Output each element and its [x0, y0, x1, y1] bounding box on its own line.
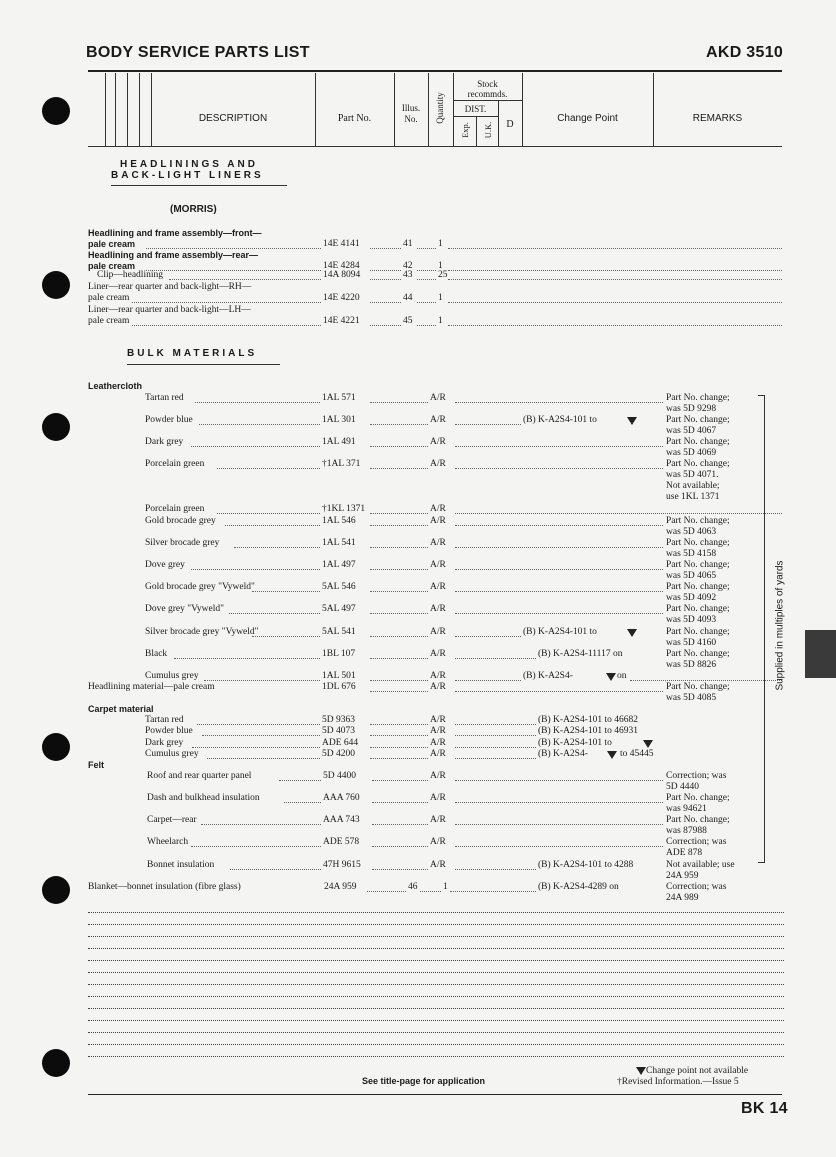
leader-dots	[417, 325, 436, 326]
header-rule	[88, 70, 782, 72]
page-title: BODY SERVICE PARTS LIST	[86, 44, 310, 61]
leader-dots	[455, 758, 536, 759]
change-point-2: to 45445	[620, 749, 654, 759]
leader-dots	[252, 636, 320, 637]
blank-line	[88, 984, 784, 985]
change-point-2: on	[617, 671, 627, 681]
change-point: (B) K-A2S4-	[523, 671, 573, 681]
change-point: (B) K-A2S4-101 to	[523, 627, 597, 637]
illus-no: 42	[403, 261, 413, 271]
remarks: Part No. change;	[666, 627, 730, 637]
remarks: Part No. change;	[666, 604, 730, 614]
page-number: BK 14	[741, 1100, 788, 1117]
item-desc: Porcelain green	[145, 504, 205, 514]
part-no: 24A 959	[324, 882, 357, 892]
remarks: Correction; was	[666, 837, 727, 847]
quantity: A/R	[430, 627, 446, 637]
item-desc: Porcelain green	[145, 459, 205, 469]
column-header	[88, 73, 782, 147]
quantity: A/R	[430, 715, 446, 725]
blank-line	[88, 924, 784, 925]
item-desc: Liner—rear quarter and back-light—RH—	[88, 282, 252, 292]
leader-dots	[370, 591, 428, 592]
triangle-icon	[636, 1067, 646, 1075]
part-no: 1AL 541	[322, 538, 356, 548]
illus-no: 41	[403, 239, 413, 249]
leader-dots	[370, 613, 428, 614]
item-desc: Dove grey "Vyweld"	[145, 604, 224, 614]
blank-line	[88, 960, 784, 961]
quantity: A/R	[430, 538, 446, 548]
part-no: 14E 4284	[323, 261, 360, 271]
leader-dots	[279, 780, 321, 781]
leader-dots	[455, 569, 663, 570]
leader-dots	[455, 613, 663, 614]
triangle-icon	[606, 673, 616, 681]
leader-dots	[455, 446, 663, 447]
part-no: 14E 4220	[323, 293, 360, 303]
quantity: A/R	[430, 516, 446, 526]
legend-change-point: Change point not available	[636, 1066, 748, 1076]
change-point: (B) K-A2S4-101 to 46931	[538, 726, 639, 736]
quantity: A/R	[430, 738, 446, 748]
item-desc: Cumulus grey	[145, 749, 199, 759]
item-desc: Dark grey	[145, 738, 184, 748]
triangle-icon	[627, 629, 637, 637]
leader-dots	[217, 468, 321, 469]
blank-line	[88, 912, 784, 913]
binder-hole	[42, 1049, 70, 1077]
leader-dots	[455, 780, 663, 781]
remarks: was 5D 4065	[666, 571, 717, 581]
remarks: was 5D 4160	[666, 638, 717, 648]
item-desc: Headlining material—pale cream	[88, 682, 215, 692]
leader-dots	[455, 424, 521, 425]
leader-dots	[192, 747, 320, 748]
leader-dots	[191, 846, 321, 847]
item-desc: Gold brocade grey "Vyweld"	[145, 582, 255, 592]
leader-dots	[455, 591, 663, 592]
item-desc: pale cream	[88, 239, 136, 249]
blank-line	[88, 948, 784, 949]
item-desc: Dove grey	[145, 560, 185, 570]
part-no: 5D 4073	[322, 726, 355, 736]
item-desc: Wheelarch	[147, 837, 189, 847]
leader-dots	[448, 248, 782, 249]
quantity: A/R	[430, 582, 446, 592]
col-part-no: Part No.	[337, 113, 372, 124]
item-desc: Dash and bulkhead insulation	[147, 793, 260, 803]
blank-line	[88, 1056, 784, 1057]
item-desc: Dark grey	[145, 437, 184, 447]
table-row	[0, 270, 836, 282]
part-no: 5AL 497	[322, 604, 356, 614]
item-desc: Blanket—bonnet insulation (fibre glass)	[88, 882, 241, 892]
section-subtitle: (MORRIS)	[170, 204, 217, 215]
binder-hole	[42, 97, 70, 125]
leader-dots	[455, 636, 521, 637]
col-illus-no: No.	[404, 114, 418, 124]
item-desc: Cumulus grey	[145, 671, 199, 681]
remarks: was 5D 4093	[666, 615, 717, 625]
leader-dots	[370, 735, 428, 736]
quantity: 1	[438, 316, 443, 326]
leader-dots	[370, 402, 428, 403]
col-stock: Stock	[477, 79, 498, 89]
remarks: 24A 989	[666, 893, 699, 903]
footer-rule	[88, 1094, 782, 1095]
remarks: was 5D 8826	[666, 660, 717, 670]
item-desc: pale cream	[88, 316, 130, 326]
remarks-row	[0, 615, 836, 627]
remarks: Part No. change;	[666, 582, 730, 592]
leader-dots	[455, 691, 663, 692]
item-desc: Liner—rear quarter and back-light—LH—	[88, 305, 251, 315]
table-row	[0, 293, 836, 305]
side-note: Supplied in multiples of yards	[774, 560, 786, 691]
triangle-icon	[643, 740, 653, 748]
table-row	[0, 504, 836, 516]
part-no: 5D 9363	[322, 715, 355, 725]
quantity: A/R	[430, 749, 446, 759]
remarks: Part No. change;	[666, 516, 730, 526]
leader-dots	[370, 636, 428, 637]
col-description: DESCRIPTION	[198, 113, 268, 124]
quantity: A/R	[430, 649, 446, 659]
remarks: use 1KL 1371	[666, 492, 720, 502]
remarks-row	[0, 693, 836, 705]
leader-dots	[370, 424, 428, 425]
leader-dots	[370, 248, 401, 249]
remarks: was 87988	[666, 826, 707, 836]
quantity: A/R	[430, 771, 446, 781]
item-desc: Tartan red	[145, 715, 184, 725]
group-label-felt: Felt	[88, 760, 105, 770]
quantity: A/R	[430, 604, 446, 614]
leader-dots	[455, 747, 536, 748]
leader-dots	[370, 513, 428, 514]
illus-no: 44	[403, 293, 413, 303]
quantity: 1	[438, 239, 443, 249]
leader-dots	[450, 891, 536, 892]
leader-dots	[372, 869, 428, 870]
remarks: was 5D 9298	[666, 404, 717, 414]
remarks: was 5D 4063	[666, 527, 717, 537]
leader-dots	[455, 869, 536, 870]
section-title: BULK MATERIALS	[127, 348, 258, 359]
leader-dots	[455, 402, 663, 403]
part-no: ADE 578	[323, 837, 360, 847]
illus-no: 46	[408, 882, 418, 892]
quantity: A/R	[430, 793, 446, 803]
quantity: A/R	[430, 459, 446, 469]
remarks: Part No. change;	[666, 682, 730, 692]
leader-dots	[370, 547, 428, 548]
leader-dots	[229, 613, 320, 614]
leader-dots	[455, 846, 663, 847]
remarks: Part No. change;	[666, 437, 730, 447]
part-no: 5D 4400	[323, 771, 356, 781]
remarks: Part No. change;	[666, 793, 730, 803]
leader-dots	[455, 525, 663, 526]
item-desc: Tartan red	[145, 393, 184, 403]
leader-dots	[201, 824, 321, 825]
quantity: 25	[438, 270, 448, 280]
leader-dots	[455, 468, 663, 469]
part-no: AAA 760	[323, 793, 360, 803]
col-dist: DIST.	[464, 104, 487, 114]
remarks: Not available; use	[666, 860, 735, 870]
change-point: (B) K-A2S4-101 to 4288	[538, 860, 634, 870]
leader-dots	[455, 724, 536, 725]
application-note: See title-page for application	[362, 1076, 486, 1086]
col-stock-2: recommds.	[467, 89, 508, 99]
remarks: Correction; was	[666, 771, 727, 781]
change-point: (B) K-A2S4-101 to 46682	[538, 715, 639, 725]
leader-dots	[455, 513, 782, 514]
leader-dots	[417, 248, 436, 249]
part-no: 1AL 501	[322, 671, 356, 681]
quantity: A/R	[430, 504, 446, 514]
document-code: AKD 3510	[706, 44, 784, 61]
part-no: ADE 644	[322, 738, 359, 748]
leader-dots	[146, 248, 321, 249]
blank-line	[88, 1032, 784, 1033]
quantity: A/R	[430, 415, 446, 425]
triangle-icon	[607, 751, 617, 759]
leader-dots	[448, 302, 782, 303]
item-desc: Silver brocade grey	[145, 538, 220, 548]
leader-dots	[370, 747, 428, 748]
blank-line	[88, 1044, 784, 1045]
part-no: †1AL 371	[322, 459, 361, 469]
part-no: 14E 4141	[323, 239, 360, 249]
leader-dots	[372, 802, 428, 803]
remarks: Part No. change;	[666, 459, 730, 469]
col-remarks: REMARKS	[692, 113, 743, 124]
remarks: was 5D 4069	[666, 448, 717, 458]
quantity: A/R	[430, 860, 446, 870]
part-no: 14A 8094	[323, 270, 361, 280]
leader-dots	[204, 680, 320, 681]
part-no: 5AL 541	[322, 627, 356, 637]
leader-dots	[195, 402, 320, 403]
leader-dots	[217, 513, 321, 514]
change-point: (B) K-A2S4-4289 on	[538, 882, 619, 892]
item-desc: Carpet—rear	[147, 815, 197, 825]
blank-line	[88, 996, 784, 997]
remarks-row	[0, 492, 836, 504]
leader-dots	[370, 658, 428, 659]
remarks: 5D 4440	[666, 782, 699, 792]
bracket	[758, 395, 765, 863]
col-change-point: Change Point	[557, 113, 618, 124]
remarks: was 5D 4085	[666, 693, 717, 703]
remarks: Part No. change;	[666, 393, 730, 403]
leader-dots	[455, 680, 521, 681]
leader-dots	[370, 468, 428, 469]
quantity: A/R	[430, 682, 446, 692]
group-label-leathercloth: Leathercloth	[88, 381, 143, 391]
leader-dots	[372, 824, 428, 825]
quantity: 1	[438, 293, 443, 303]
leader-dots	[197, 724, 320, 725]
remarks: was 5D 4092	[666, 593, 717, 603]
leader-dots	[448, 279, 782, 280]
quantity: 1	[443, 882, 448, 892]
table-row	[0, 726, 836, 738]
item-desc: Roof and rear quarter panel	[147, 771, 252, 781]
quantity: A/R	[430, 437, 446, 447]
col-quantity: Quantity	[435, 92, 445, 124]
remarks: Part No. change;	[666, 560, 730, 570]
leader-dots	[174, 658, 321, 659]
table-row	[0, 316, 836, 328]
quantity: A/R	[430, 671, 446, 681]
blank-line	[88, 972, 784, 973]
col-exp: Exp.	[460, 122, 470, 138]
part-no: 1BL 107	[322, 649, 356, 659]
remarks: was 5D 4067	[666, 426, 717, 436]
remarks: Part No. change;	[666, 649, 730, 659]
item-desc: Gold brocade grey	[145, 516, 216, 526]
leader-dots	[252, 591, 320, 592]
item-desc: Clip—headlining	[97, 270, 163, 280]
item-desc: Powder blue	[145, 415, 193, 425]
quantity: A/R	[430, 393, 446, 403]
quantity: A/R	[430, 560, 446, 570]
blank-line	[88, 1020, 784, 1021]
part-no: 5D 4200	[322, 749, 355, 759]
part-no: 1DL 676	[322, 682, 356, 692]
leader-dots	[417, 302, 436, 303]
col-illus: Illus.	[401, 103, 421, 113]
leader-dots	[207, 758, 320, 759]
part-no: 1AL 571	[322, 393, 356, 403]
leader-dots	[372, 780, 428, 781]
part-no: 1AL 497	[322, 560, 356, 570]
col-uk: U.K.	[483, 121, 493, 139]
quantity: 1	[438, 261, 443, 271]
part-no: 1AL 301	[322, 415, 356, 425]
item-desc: pale cream	[88, 293, 130, 303]
leader-dots	[234, 547, 320, 548]
leader-dots	[370, 569, 428, 570]
leader-dots	[132, 302, 321, 303]
part-no: 5AL 546	[322, 582, 356, 592]
remarks: Part No. change;	[666, 815, 730, 825]
leader-dots	[191, 446, 320, 447]
remarks: ADE 878	[666, 848, 703, 858]
remarks: Not available;	[666, 481, 720, 491]
item-desc: Black	[145, 649, 168, 659]
item-desc: Bonnet insulation	[147, 860, 215, 870]
quantity: A/R	[430, 837, 446, 847]
part-no: †1KL 1371	[322, 504, 366, 514]
change-point: (B) K-A2S4-101 to	[523, 415, 597, 425]
remarks-row	[0, 848, 836, 860]
item-desc: Silver brocade grey "Vyweld"	[145, 627, 259, 637]
group-label-carpet: Carpet material	[88, 704, 154, 714]
remarks: was 5D 4158	[666, 549, 717, 559]
remarks: Part No. change;	[666, 415, 730, 425]
part-no: 14E 4221	[323, 316, 360, 326]
remarks: Correction; was	[666, 882, 727, 892]
remarks: was 94621	[666, 804, 707, 814]
remarks-row	[0, 893, 836, 905]
leader-dots	[455, 735, 536, 736]
part-no: 1AL 491	[322, 437, 356, 447]
leader-dots	[372, 846, 428, 847]
change-point: (B) K-A2S4-101 to	[538, 738, 612, 748]
remarks: Part No. change;	[666, 538, 730, 548]
leader-dots	[230, 869, 321, 870]
leader-dots	[370, 446, 428, 447]
leader-dots	[202, 735, 320, 736]
leader-dots	[370, 724, 428, 725]
blank-line	[88, 936, 784, 937]
leader-dots	[420, 891, 441, 892]
illus-no: 45	[403, 316, 413, 326]
change-point: (B) K-A2S4-	[538, 749, 588, 759]
leader-dots	[284, 802, 321, 803]
part-no: 47H 9615	[323, 860, 361, 870]
leader-dots	[225, 525, 320, 526]
part-no: 1AL 546	[322, 516, 356, 526]
leader-dots	[367, 891, 406, 892]
remarks: was 5D 4071.	[666, 470, 719, 480]
leader-dots	[370, 680, 428, 681]
leader-dots	[455, 547, 663, 548]
leader-dots	[417, 279, 436, 280]
item-desc: Headlining and frame assembly—front—	[88, 228, 262, 238]
leader-dots	[199, 424, 320, 425]
leader-dots	[132, 325, 321, 326]
section-title-2: BACK-LIGHT LINERS	[111, 170, 264, 181]
blank-line	[88, 1008, 784, 1009]
triangle-icon	[627, 417, 637, 425]
leader-dots	[455, 824, 663, 825]
leader-dots	[370, 691, 428, 692]
part-no: AAA 743	[323, 815, 360, 825]
leader-dots	[191, 569, 320, 570]
illus-no: 43	[403, 270, 413, 280]
leader-dots	[370, 325, 401, 326]
leader-dots	[370, 758, 428, 759]
leader-dots	[448, 325, 782, 326]
change-point: (B) K-A2S4-11117 on	[538, 649, 623, 659]
quantity: A/R	[430, 815, 446, 825]
leader-dots	[455, 802, 663, 803]
item-desc: pale cream	[88, 261, 136, 271]
legend-revised: †Revised Information.—Issue 5	[617, 1077, 739, 1087]
leader-dots	[370, 525, 428, 526]
leader-dots	[370, 279, 401, 280]
leader-dots	[370, 302, 401, 303]
section-title: HEADLININGS AND	[120, 159, 258, 170]
item-desc: Headlining and frame assembly—rear—	[88, 250, 259, 260]
remarks: 24A 959	[666, 871, 699, 881]
quantity: A/R	[430, 726, 446, 736]
item-desc: Powder blue	[145, 726, 193, 736]
leader-dots	[455, 658, 536, 659]
col-d: D	[506, 119, 514, 130]
leader-dots	[169, 279, 321, 280]
